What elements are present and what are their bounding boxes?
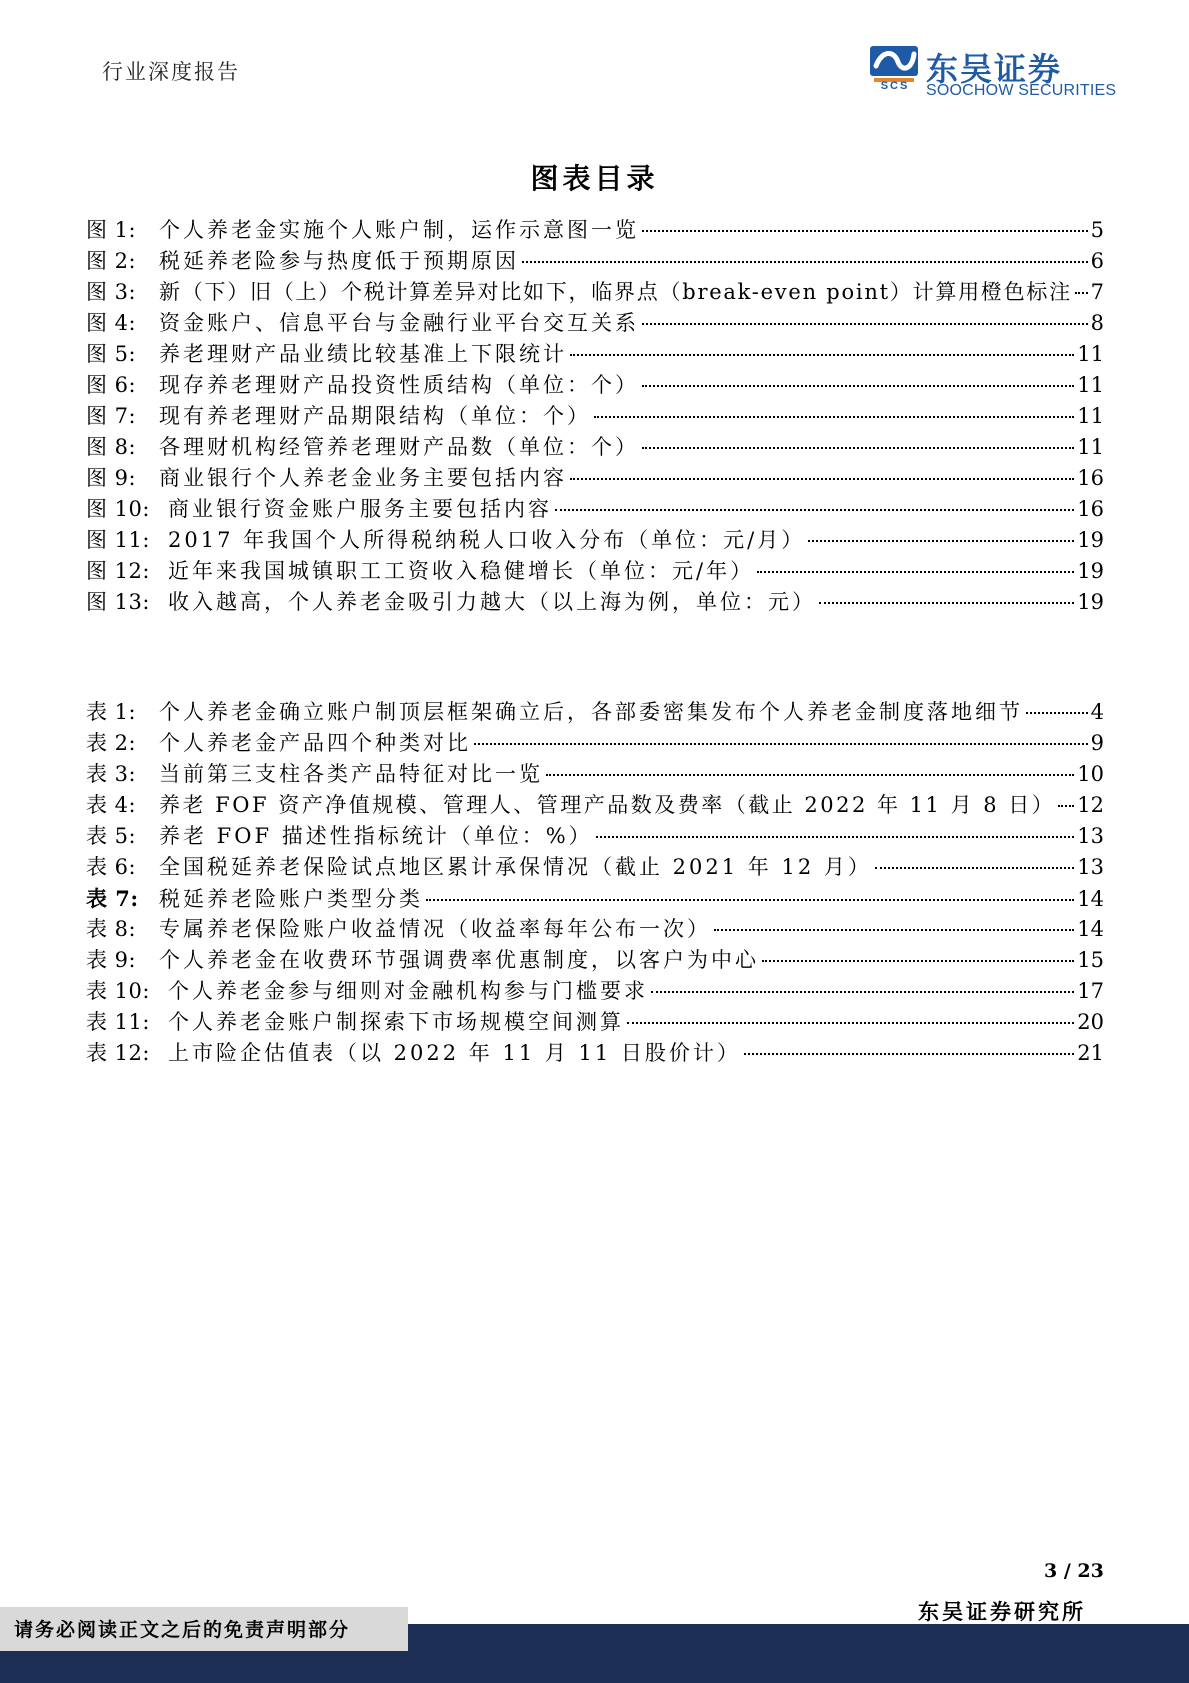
dot-leader xyxy=(757,570,1074,573)
figure-title: 新（下）旧（上）个税计算差异对比如下，临界点（break-even point）计算用橙色标注 xyxy=(159,280,1072,304)
figure-entry[interactable] xyxy=(86,215,1104,246)
dot-leader xyxy=(596,835,1075,838)
dot-leader xyxy=(594,415,1074,418)
figure-entry[interactable] xyxy=(86,308,1104,339)
figure-page-number: 19 xyxy=(1077,528,1104,552)
table-entry[interactable] xyxy=(86,976,1104,1007)
logo-mark-text: SCS xyxy=(880,80,910,92)
table-title: 个人养老金确立账户制顶层框架确立后，各部委密集发布个人养老金制度落地细节 xyxy=(159,700,1023,724)
figure-entry[interactable] xyxy=(86,525,1104,556)
figure-entry[interactable] xyxy=(86,556,1104,587)
dot-leader xyxy=(642,384,1074,387)
figure-entry[interactable] xyxy=(86,339,1104,370)
dot-leader xyxy=(714,928,1074,931)
table-title: 当前第三支柱各类产品特征对比一览 xyxy=(159,762,543,786)
dot-leader xyxy=(1075,291,1088,294)
table-label: 表 11: xyxy=(86,1010,150,1034)
table-title: 个人养老金参与细则对金融机构参与门槛要求 xyxy=(168,979,648,1003)
table-label: 表 7: xyxy=(86,886,139,911)
figure-page-number: 19 xyxy=(1077,559,1104,583)
figure-label: 图 5: xyxy=(86,342,137,366)
table-title: 个人养老金产品四个种类对比 xyxy=(159,731,471,755)
table-title: 养老 FOF 描述性指标统计（单位：%） xyxy=(159,824,593,848)
table-page-number: 10 xyxy=(1077,762,1104,786)
table-title: 养老 FOF 资产净值规模、管理人、管理产品数及费率（截止 2022 年 11 月 8 日） xyxy=(159,793,1056,817)
footer-brand: 东吴证券研究所 xyxy=(918,1599,1086,1624)
table-label: 表 9: xyxy=(86,948,137,972)
figure-title: 商业银行资金账户服务主要包括内容 xyxy=(168,497,552,521)
logo-name-en: SOOCHOW SECURITIES xyxy=(926,82,1117,99)
figure-label: 图 4: xyxy=(86,311,137,335)
figure-page-number: 16 xyxy=(1077,497,1104,521)
figure-entry[interactable] xyxy=(86,494,1104,525)
table-page-number: 20 xyxy=(1077,1010,1104,1034)
figure-page-number: 8 xyxy=(1090,311,1104,335)
figure-label: 图 11: xyxy=(86,528,150,552)
dot-leader xyxy=(546,773,1074,776)
figure-title: 个人养老金实施个人账户制，运作示意图一览 xyxy=(159,218,639,242)
figure-page-number: 11 xyxy=(1077,435,1104,459)
figure-label: 图 8: xyxy=(86,435,137,459)
figure-title: 商业银行个人养老金业务主要包括内容 xyxy=(159,466,567,490)
dot-leader xyxy=(426,898,1074,901)
table-page-number: 9 xyxy=(1090,731,1104,755)
figure-title: 现存养老理财产品投资性质结构（单位：个） xyxy=(159,373,639,397)
table-label: 表 2: xyxy=(86,731,137,755)
figure-entry[interactable] xyxy=(86,432,1104,463)
footer-disclaimer: 请务必阅读正文之后的免责声明部分 xyxy=(14,1619,351,1641)
figure-label: 图 7: xyxy=(86,404,137,428)
table-entry[interactable] xyxy=(86,790,1104,821)
dot-leader xyxy=(808,539,1074,542)
table-page-number: 13 xyxy=(1077,824,1104,848)
figure-label: 图 13: xyxy=(86,590,150,614)
table-page-number: 14 xyxy=(1077,917,1104,941)
footer-disclaimer-box xyxy=(0,1607,408,1651)
dot-leader xyxy=(642,229,1088,232)
dot-leader xyxy=(474,742,1088,745)
dot-leader xyxy=(642,446,1074,449)
figure-title: 近年来我国城镇职工工资收入稳健增长（单位：元/年） xyxy=(168,559,755,583)
figure-entry[interactable] xyxy=(86,401,1104,432)
table-page-number: 17 xyxy=(1077,979,1104,1003)
doc-type: 行业深度报告 xyxy=(102,60,240,84)
page-number: 3 / 23 xyxy=(1044,1560,1104,1582)
table-label: 表 1: xyxy=(86,700,137,724)
figure-page-number: 11 xyxy=(1077,342,1104,366)
table-entry[interactable] xyxy=(86,821,1104,852)
table-entry[interactable] xyxy=(86,728,1104,759)
table-label: 表 6: xyxy=(86,855,137,879)
figure-title: 收入越高，个人养老金吸引力越大（以上海为例，单位：元） xyxy=(168,590,816,614)
table-label: 表 4: xyxy=(86,793,137,817)
table-label: 表 5: xyxy=(86,824,137,848)
figure-label: 图 9: xyxy=(86,466,137,490)
dot-leader xyxy=(744,1052,1074,1055)
figure-label: 图 1: xyxy=(86,218,137,242)
table-entry[interactable] xyxy=(86,697,1104,728)
table-entry[interactable] xyxy=(86,945,1104,976)
figure-title: 资金账户、信息平台与金融行业平台交互关系 xyxy=(159,311,639,335)
table-page-number: 15 xyxy=(1077,948,1104,972)
dot-leader xyxy=(642,322,1088,325)
table-label: 表 10: xyxy=(86,979,150,1003)
dot-leader xyxy=(570,353,1074,356)
table-entry[interactable] xyxy=(86,914,1104,945)
dot-leader xyxy=(651,990,1074,993)
figure-label: 图 6: xyxy=(86,373,137,397)
page-title: 图表目录 xyxy=(530,162,659,195)
logo-name-cn: 东吴证券 xyxy=(926,50,1063,88)
brand-logo xyxy=(868,44,1117,100)
dot-leader xyxy=(762,959,1074,962)
figure-page-number: 11 xyxy=(1077,373,1104,397)
figure-entry[interactable] xyxy=(86,587,1104,618)
table-entry[interactable] xyxy=(86,852,1104,883)
dot-leader xyxy=(522,260,1088,263)
figure-label: 图 12: xyxy=(86,559,150,583)
table-label: 表 8: xyxy=(86,917,137,941)
figure-title: 养老理财产品业绩比较基准上下限统计 xyxy=(159,342,567,366)
figure-entry[interactable] xyxy=(86,463,1104,494)
figure-title: 现有养老理财产品期限结构（单位：个） xyxy=(159,404,591,428)
dot-leader xyxy=(555,508,1074,511)
table-page-number: 4 xyxy=(1090,700,1104,724)
table-title: 全国税延养老保险试点地区累计承保情况（截止 2021 年 12 月） xyxy=(159,855,872,879)
table-title: 上市险企估值表（以 2022 年 11 月 11 日股价计） xyxy=(168,1041,741,1065)
figure-title: 各理财机构经管养老理财产品数（单位：个） xyxy=(159,435,639,459)
table-page-number: 21 xyxy=(1077,1041,1104,1065)
figure-title: 税延养老险参与热度低于预期原因 xyxy=(159,249,519,273)
table-label: 表 12: xyxy=(86,1041,150,1065)
table-entry[interactable] xyxy=(86,1007,1104,1038)
dot-leader xyxy=(819,601,1074,604)
figure-page-number: 11 xyxy=(1077,404,1104,428)
dot-leader xyxy=(875,866,1074,869)
figure-page-number: 6 xyxy=(1090,249,1104,273)
figure-list xyxy=(86,215,1104,618)
table-page-number: 13 xyxy=(1077,855,1104,879)
figure-label: 图 10: xyxy=(86,497,150,521)
figure-label: 图 2: xyxy=(86,249,137,273)
dot-leader xyxy=(627,1021,1074,1024)
figure-page-number: 16 xyxy=(1077,466,1104,490)
figure-entry[interactable] xyxy=(86,246,1104,277)
dot-leader xyxy=(1058,804,1074,807)
figure-entry[interactable] xyxy=(86,370,1104,401)
figure-page-number: 19 xyxy=(1077,590,1104,614)
figure-entry[interactable] xyxy=(86,277,1104,308)
table-title: 专属养老保险账户收益情况（收益率每年公布一次） xyxy=(159,917,711,941)
table-title: 个人养老金在收费环节强调费率优惠制度，以客户为中心 xyxy=(159,948,759,972)
table-page-number: 14 xyxy=(1077,887,1104,911)
figure-title: 2017 年我国个人所得税纳税人口收入分布（单位：元/月） xyxy=(168,528,806,552)
table-title: 个人养老金账户制探索下市场规模空间测算 xyxy=(168,1010,624,1034)
dot-leader xyxy=(570,477,1074,480)
table-label: 表 3: xyxy=(86,762,137,786)
table-entry[interactable] xyxy=(86,883,1104,914)
table-entry[interactable] xyxy=(86,759,1104,790)
table-list xyxy=(86,697,1104,1069)
table-title: 税延养老险账户类型分类 xyxy=(159,887,423,911)
figure-page-number: 5 xyxy=(1090,218,1104,242)
logo-mark-icon xyxy=(868,44,920,84)
table-page-number: 12 xyxy=(1077,793,1104,817)
dot-leader xyxy=(1026,711,1088,714)
figure-page-number: 7 xyxy=(1090,280,1104,304)
table-entry[interactable] xyxy=(86,1038,1104,1069)
figure-label: 图 3: xyxy=(86,280,137,304)
